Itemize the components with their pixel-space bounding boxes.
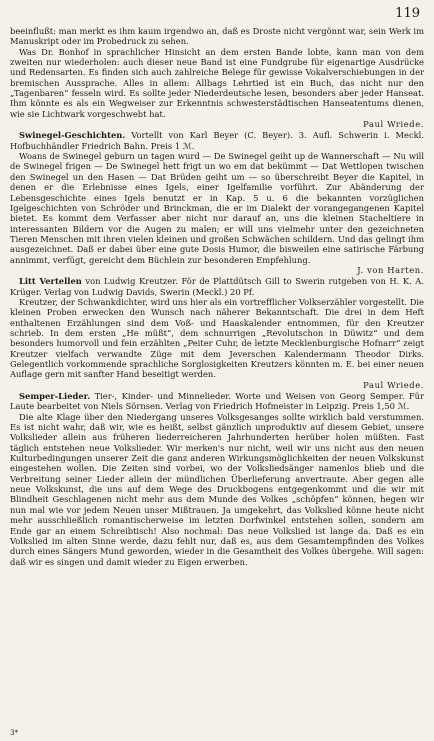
signature: Paul Wriede.	[363, 119, 424, 130]
review-title: Litt Vertellen	[19, 276, 82, 287]
paragraph: Woans de Swinegel geburn un tagen wurd — De Swinegel geiht up de Wannerschaft — Nu will de Swinegel frigen — De Swinegel hett frigt un wo em dat bekümmt — Dat Wettlopen twischen den Swinegel un den Hasen — Dat Brüden geiht um — so überschreibt Beyer die Kapitel, in denen er die Erlebnisse eines Igels, einer Igelfamilie vorführt. Zur Abänderung der Lebensgeschichte eines Igels benutzt er in Kap. 5 u. 6 die bekannten vorzüglichen Igelgeschichten von Schröder und Brinckman, die er im Dialekt der vorangegangenen Kapitel bietet. Es kommt dem Verfasser aber nicht nur darauf an, uns die kleinen Stacheltiere in interessanten Bildern vor die Augen zu malen; er will uns vielmehr unter den gezeichneten Tieren Menschen mit ihren vielen kleinen und großen Schwächen schildern. Und das gelingt ihm ausgezeichnet. Daß er dabei über eine gute Dosis Humor, die bisweilen eine satirische Färbung annimmt, verfügt, gereicht dem Büchlein zur besonderen Empfehlung.	[10, 151, 424, 265]
review-swinegel	[10, 130, 424, 275]
paragraph: Was Dr. Bonhof in sprachlicher Hinsicht an dem ersten Bande lobte, kann man von dem zweiten nur wiederholen: auch dieser neue Band ist eine Fundgrube für eigenartige Ausdrücke und Redensarten. Es finden sich auch zahlreiche Belege für gewisse Vokalverschiebungen in der bremischen Aussprache. Alles in allem: Allbags Lehrtied ist ein Buch, das nicht nur den „Tagenbaren“ fesseln wird. Es sollte jeder Niederdeutsche lesen, besonders aber jeder Hanseat. Ihm könnte es als ein Wegweiser zur Erkenntnis schwesterstädtischen Hanseatentums dienen, wie sie Lichtwark vorgeschwebt hat.	[10, 46, 424, 119]
review-title: Swinegel-Geschichten.	[19, 130, 126, 141]
signature: Paul Wriede.	[363, 379, 424, 390]
review-title: Semper-Lieder.	[19, 391, 91, 402]
signature: J. von Harten.	[357, 264, 424, 275]
review-litt-vertellen	[10, 276, 424, 390]
page-number: 119	[395, 6, 420, 21]
paragraph: Die alte Klage über den Niedergang unseres Volksgesanges sollte wirklich bald verstummen. Es ist nicht wahr, daß wir, wie es heißt, selbst gänzlich unproduktiv auf diesem Gebiet, unsere Volkslieder allein aus früheren liederreicheren Jahrhunderten herüber holen müßten. Fast täglich entstehen neue Volkslieder. Wir merken's nur nicht, weil wir uns nicht aus den neuen Kulturbedingungen unserer Zeit die ganz anderen Wirkungsmöglichkeiten der neuen Volkskunst eingestehen wollen. Die Zeiten sind vorbei, wo der Volksliedsänger namenlos blieb und die Verbreitung seiner Lieder allein der mündlichen Überlieferung anvertraute. Aber gegen alle neue Volkskunst, die uns auf dem Wege des Druckbogens entgegenkommt und die wir mit Blindheit Geschlagenen nicht mehr aus dem Munde des Volkes „schöpfen“ können, hegen wir nun mal wie vor jedem Neuen unser Mißtrauen. Ja umgekehrt, das Volkslied könne heute nicht mehr ausschließlich romantischerweise im letzten Dorfwinkel entstehen sollen, sondern am Ende gar an einem Schreibtisch! Also nochmal: Das neue Volkslied ist lange da. Daß es ein Volkslied im alten Sinne werde, dazu fehlt nur, daß es, aus dem Gesamtempfinden des Volkes durch eines Sängers Mund geworden, wieder in die Gesamtheit des Volkes übergehe. Will sagen: daß wir es singen und damit wieder zu Eigen erwerben.	[10, 411, 424, 567]
review-bibliography: Tier-, Kinder- und Minnelieder. Worte und Weisen von Georg Semper. Für Laute bearbeitet von Niels Sörnsen. Verlag von Friedrich Hofmeister in Leipzig. Preis 1,50 ℳ.	[10, 391, 424, 412]
paragraph: Kreutzer, der Schwankdichter, wird uns hier als ein vortrefflicher Volkserzähler vorgestellt. Die kleinen Proben erwecken den Wunsch nach näherer Bekanntschaft. Die drei in dem Heft enthaltenen Erzählungen sind dem Voß- und Haaskalender entnommen, für den Kreutzer schrieb. In dem ersten „He müßt“, dem schnurrigen „Revolutschon in Düwitz“ und dem besonders humorvoll und fein erzählten „Peiter Cuhr, de letzte Mecklenburgische Hofnarr“ zeigt Kreutzer vielfach verwandte Züge mit dem Jeverschen Kalendermann Theodor Dirks. Gelegentlich vorkommende sprachliche Sorglosigkeiten Kreutzers könnten m. E. bei einer neuen Auflage gern mit sanfter Hand beseitigt werden.	[10, 296, 424, 380]
review-semper-lieder	[10, 391, 424, 567]
review-bibliography: von Ludwig Kreutzer. För de Plattdütsch Gill to Swerin rutgeben von H. K. A. Krüger. Verlag von Ludwig Davids, Swerin (Meckl.) 20 Pf.	[10, 276, 424, 297]
signature-mark: 3*	[10, 729, 18, 737]
paragraph: beeinflußt: man merkt es ihm kaum irgendwo an, daß es Droste nicht vergönnt war, sein Werk im Manuskript oder im Probedruck zu sehen.	[10, 26, 424, 47]
page-text	[10, 26, 424, 567]
review-bibliography: Vortellt von Karl Beyer (C. Beyer). 3. Aufl. Schwerin i. Meckl. Hofbuchhändler Friedrich Bahn. Preis 1 ℳ.	[10, 130, 425, 151]
